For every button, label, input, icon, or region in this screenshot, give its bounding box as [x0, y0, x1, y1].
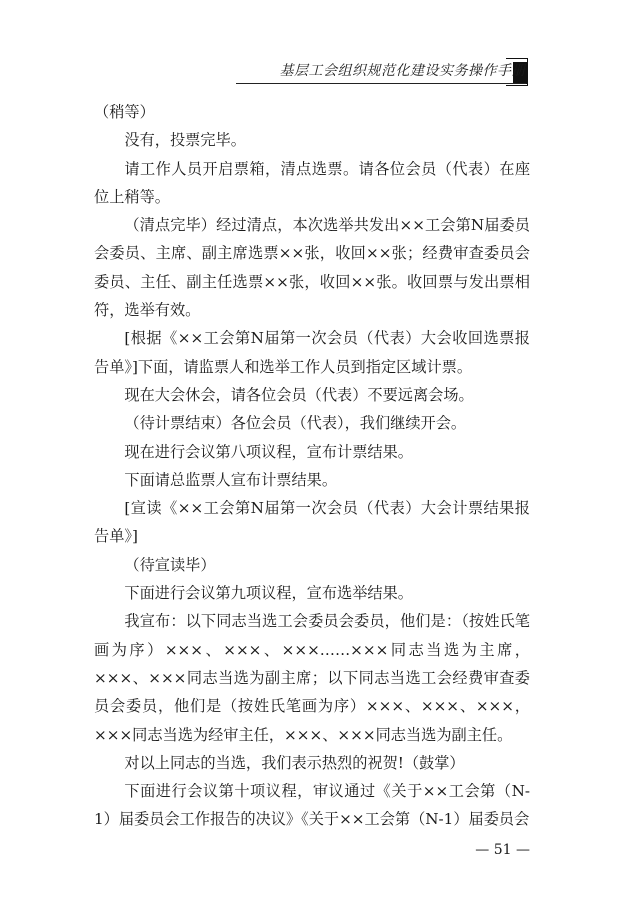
paragraph-pause: （稍等）	[94, 103, 155, 121]
page-body	[94, 98, 530, 834]
paragraph-agenda-nine: 下面进行会议第九项议程，宣布选举结果。	[124, 584, 413, 603]
paragraph-congratulations: 对以上同志的当选，我们表示热烈的祝贺!（鼓掌）	[124, 753, 465, 772]
paragraph-after-reading: （待宣读毕）	[124, 555, 216, 574]
running-header-title: 基层工会组织规范化建设实务操作手册	[279, 63, 526, 79]
paragraph-resume: （待计票结束）各位会员（代表），我们继续开会。	[124, 414, 467, 433]
page-number: — 51 —	[475, 842, 530, 858]
paragraph-recess: 现在大会休会，请各位会员（代表）不要远离会场。	[124, 385, 474, 404]
paragraph-voting-complete: 没有，投票完毕。	[124, 131, 246, 150]
header-rule	[236, 83, 526, 84]
paragraph-count-result: （清点完毕）经过清点，本次选举共发出××工会第N届委员会委员、主席、副主席选票××张，收回××张；经费审查委员会委员、主任、副主任选票××张，收回××张。收回票与发出票相符，选举有效。	[94, 216, 530, 320]
paragraph-agenda-ten: 下面进行会议第十项议程，审议通过《关于××工会第（N-1）届委员会工作报告的决议》《关于××工会第（N-1）届委员会	[94, 782, 530, 829]
paragraph-ballot-report: [根据《××工会第N届第一次会员（代表）大会收回选票报告单》]下面，请监票人和选举工作人员到指定区域计票。	[94, 329, 530, 376]
paragraph-chief-scrutineer: 下面请总监票人宣布计票结果。	[124, 470, 338, 489]
paragraph-agenda-eight: 现在进行会议第八项议程，宣布计票结果。	[124, 442, 413, 461]
paragraph-read-tally-report: [宣读《××工会第N届第一次会员（代表）大会计票结果报告单》]	[94, 499, 530, 546]
paragraph-open-ballot-box: 请工作人员开启票箱，清点选票。请各位会员（代表）在座位上稍等。	[94, 159, 530, 206]
paragraph-announce-elected: 我宣布：以下同志当选工会委员会委员，他们是：（按姓氏笔画为序）×××、×××、×××……×××同志当选为主席，×××、×××同志当选为副主席；以下同志当选工会经费审查委员会委员，他们是（按姓氏笔画为序）×××、×××、×××，×××同志当选为经审主任，×××、×××同志当选为副主任。	[94, 612, 530, 744]
